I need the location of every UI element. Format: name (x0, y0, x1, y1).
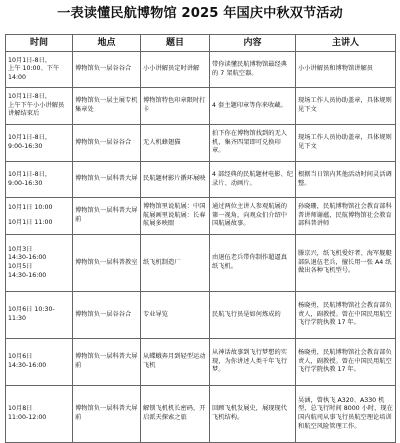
cell-content: 回顾飞机发展史，展现现代飞机结构。 (210, 386, 296, 443)
cell-place: 博物馆负一层科普教室 (73, 235, 141, 292)
document-title: 一表读懂民航博物馆 2025 年国庆中秋双节活动 (57, 6, 343, 21)
cell-topic: 博物馆里说航展：中国航展画里说航展：长春航展多映眼 (141, 198, 210, 235)
cell-place: 博物馆负一层谷谷合 (73, 125, 141, 162)
cell-content: 4 部经典的民航题材电影、纪录片、动画片。 (210, 162, 296, 198)
cell-place: 博物馆负一层主展专机集章处 (73, 88, 141, 125)
header-content: 内容 (210, 35, 296, 52)
cell-topic: 小小讲解员定时讲解 (141, 52, 210, 88)
header-place: 地点 (73, 35, 141, 52)
table-row (6, 339, 396, 386)
cell-content: 民航飞行员是如何炼成的 (210, 292, 296, 339)
cell-topic: 无人机蜂翅猫 (141, 125, 210, 162)
cell-speaker: 杨晓勇，民航博物馆社会教育部负责人，副教授。曾在中国民用航空飞行学院执教 17 年。 (296, 292, 396, 339)
cell-topic: 从蝶蛾奔月到轻型运动飞机 (141, 339, 210, 386)
cell-time: 10月6日 10:30- 11:30 (6, 292, 73, 339)
table-row (6, 162, 396, 198)
activity-schedule-table (5, 34, 396, 443)
table-row (6, 386, 396, 443)
cell-time: 10月6日 14:30-16:00 (6, 339, 73, 386)
cell-place: 博物馆负一层科普大屏前 (73, 339, 141, 386)
cell-speaker: 杨晓勇，民航博物馆社会教育部负责人，副教授。曾在中国民用航空飞行学院执教 17 年。 (296, 339, 396, 386)
cell-place: 博物馆负一层谷谷合 (73, 52, 141, 88)
table-row (6, 125, 396, 162)
cell-speaker: 吴涵，曾执飞 A320、A330 机型，总飞行时间 8000 小时，现在国内航司从事飞行员航空理论培训和航空风险管理工作。 (296, 386, 396, 443)
cell-time: 10月1日 10:00 10月1日 11:00 (6, 198, 73, 235)
cell-speaker: 现场工作人员协助盖章，具体规则见下文 (296, 125, 396, 162)
cell-topic: 解锁飞机机长密码，开启派天探索之旅 (141, 386, 210, 443)
cell-content: 4 套主题印章等你来收藏。 (210, 88, 296, 125)
header-time: 时间 (6, 35, 73, 52)
cell-content: 从神话故事到飞行梦想的实现，为你讲述人类千年飞行梦。 (210, 339, 296, 386)
cell-topic: 博物馆特色印章限时打卡 (141, 88, 210, 125)
table-row (6, 88, 396, 125)
table-row (6, 198, 396, 235)
cell-time: 10月1日-8日， 9:00-16:30 (6, 162, 73, 198)
cell-topic: 纸飞机制造厂 (141, 235, 210, 292)
table-row (6, 52, 396, 88)
cell-content: 带你读懂民航博物馆最经典的 7 架航空器。 (210, 52, 296, 88)
table-row (6, 292, 396, 339)
cell-topic: 民航题材影片循环展映 (141, 162, 210, 198)
cell-time: 10月1日-8日， 上午 10:00、下午 14:00 (6, 52, 73, 88)
cell-speaker: 滕京兴，纸飞机爱好者、海军舰艇部队退伍老兵，擅长用一张 A4 纸做出各种飞机型号。 (296, 235, 396, 292)
cell-time: 10月3日 14:30-16:00 10月5日 14:30-16:00 (6, 235, 73, 292)
cell-time: 10月8日 11:00-12:00 (6, 386, 73, 443)
cell-time: 10月1日-8日， 9:00-16:30 (6, 125, 73, 162)
cell-place: 博物馆负一层科普大屏前 (73, 198, 141, 235)
cell-time: 10月1日-8日， 上午下午小小讲解员 讲解结束后 (6, 88, 73, 125)
cell-content: 拍下你在博物馆找到的无人机，集齐四架即可兑换印章。 (210, 125, 296, 162)
cell-speaker: 小小讲解员和博物馆讲解员 (296, 52, 396, 88)
header-topic: 题目 (141, 35, 210, 52)
table-row (6, 235, 396, 292)
cell-speaker: 现场工作人员协助盖章，具体规则见下文 (296, 88, 396, 125)
cell-speaker: 根据当日馆内其他活动时间灵活调整。 (296, 162, 396, 198)
header-speaker: 主讲人 (296, 35, 396, 52)
cell-topic: 专业导览 (141, 292, 210, 339)
cell-place: 博物馆负一层科普大屏前 (73, 386, 141, 443)
cell-speaker: 孙晓珊，民航博物馆社会教育部科普讲师谢蕴，民航博物馆社会教育部科普讲师 (296, 198, 396, 235)
cell-content: 由退伍老兵带你制作超逼真纸飞机。 (210, 235, 296, 292)
cell-content: 通过两位主讲人参观航展的第一视角，向观众们介绍中国航展故事。 (210, 198, 296, 235)
cell-place: 博物馆负一层谷谷合 (73, 292, 141, 339)
cell-place: 博物馆负一层科普大屏 (73, 162, 141, 198)
table-header-row (6, 35, 396, 52)
